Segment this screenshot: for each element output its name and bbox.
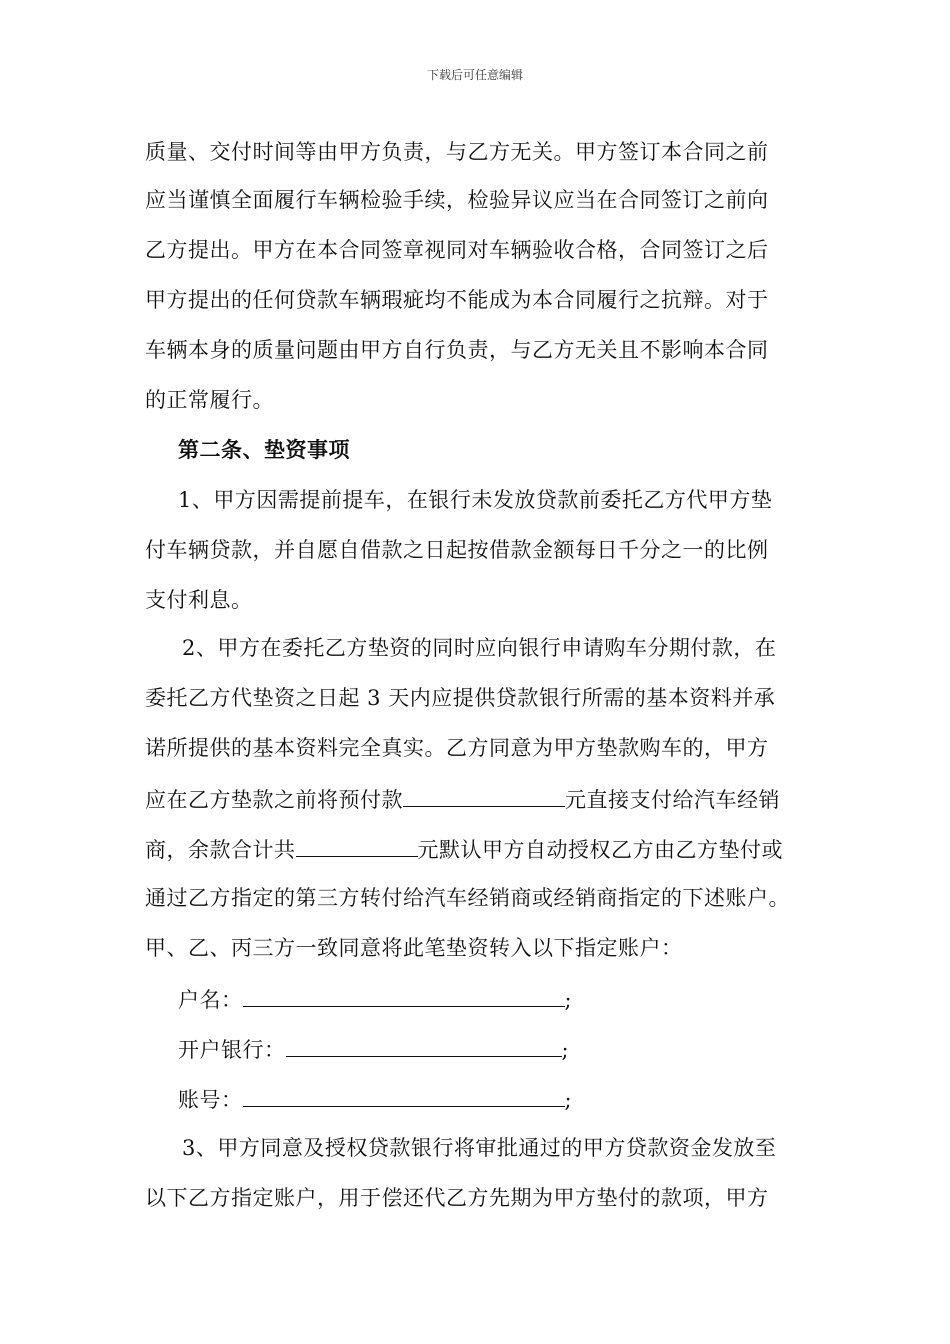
- bank-name-label: 开户银行：: [178, 1038, 286, 1062]
- paragraph-line: 车辆本身的质量问题由甲方自行负责，与乙方无关且不影响本合同: [145, 338, 769, 362]
- item2-line: 甲、乙、丙三方一致同意将此笔垫资转入以下指定账户：: [145, 936, 683, 960]
- bank-name-field: [178, 1034, 569, 1064]
- paragraph-line: 乙方提出。甲方在本合同签章视同对车辆验收合格，合同签订之后: [145, 238, 769, 262]
- item2-line: 2、甲方在委托乙方垫资的同时应向银行申请购车分期付款，在: [182, 636, 777, 660]
- item1-line: 付车辆贷款，并自愿自借款之日起按借款金额每日千分之一的比例: [145, 538, 769, 562]
- paragraph-line: 质量、交付时间等由甲方负责，与乙方无关。甲方签订本合同之前: [145, 140, 769, 164]
- account-name-label: 户名：: [178, 988, 243, 1012]
- section-heading: 第二条、垫资事项: [178, 437, 350, 462]
- item3-line: 3、甲方同意及授权贷款银行将审批通过的甲方贷款资金发放至: [182, 1136, 777, 1160]
- item2-text: 元默认甲方自动授权乙方由乙方垫付或: [417, 838, 783, 862]
- item2-line: 诺所提供的基本资料完全真实。乙方同意为甲方垫款购车的，甲方: [145, 736, 769, 760]
- item2-line: 通过乙方指定的第三方转付给汽车经销商或经销商指定的下述账户。: [145, 886, 790, 910]
- item1-line: 支付利息。: [145, 588, 253, 612]
- page-header: 下载后可任意编辑: [426, 68, 523, 82]
- paragraph-line: 甲方提出的任何贷款车辆瑕疵均不能成为本合同履行之抗辩。对于: [145, 288, 769, 312]
- paragraph-line: 应当谨慎全面履行车辆检验手续，检验异议应当在合同签订之前向: [145, 188, 769, 212]
- field-terminator: ;: [561, 1038, 570, 1062]
- account-number-field: [178, 1084, 572, 1114]
- bank-name-blank[interactable]: [286, 1034, 562, 1057]
- item2-line: 委托乙方代垫资之日起 3 天内应提供贷款银行所需的基本资料并承: [145, 686, 776, 710]
- prepayment-blank[interactable]: [403, 784, 565, 807]
- item2-text: 应在乙方垫款之前将预付款: [145, 788, 403, 812]
- item3-line: 以下乙方指定账户，用于偿还代乙方先期为甲方垫付的款项，甲方: [145, 1186, 769, 1210]
- item2-line: [145, 784, 780, 814]
- balance-blank[interactable]: [296, 834, 418, 857]
- item1-line: 1、甲方因需提前提车，在银行未发放贷款前委托乙方代甲方垫: [178, 488, 773, 512]
- paragraph-line: 的正常履行。: [145, 388, 274, 412]
- account-name-blank[interactable]: [243, 984, 565, 1007]
- item2-line: [145, 834, 783, 864]
- item2-text: 元直接支付给汽车经销: [565, 788, 780, 812]
- account-number-blank[interactable]: [243, 1084, 565, 1107]
- account-number-label: 账号：: [178, 1088, 243, 1112]
- item2-text: 商，余款合计共: [145, 838, 296, 862]
- field-terminator: ;: [564, 988, 573, 1012]
- account-name-field: [178, 984, 572, 1014]
- field-terminator: ;: [564, 1088, 573, 1112]
